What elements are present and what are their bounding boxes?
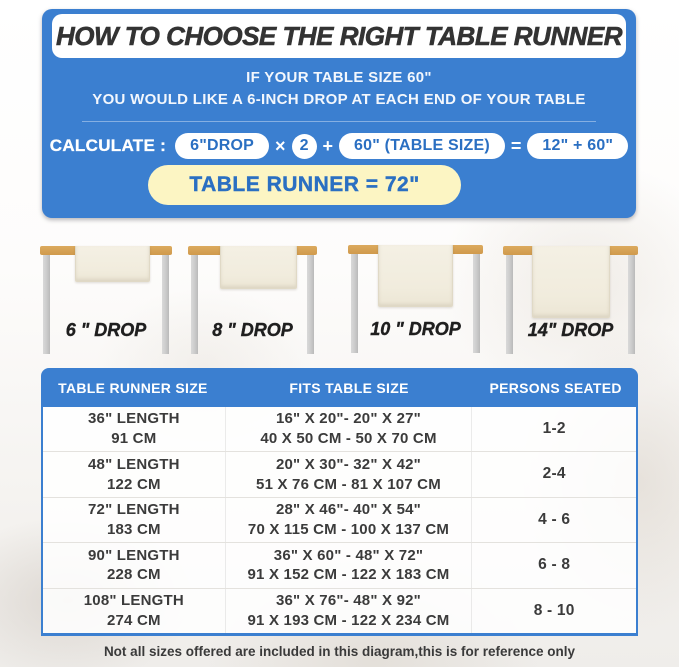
title-box: [52, 14, 626, 58]
column-header-runner-size: TABLE RUNNER SIZE: [58, 379, 208, 396]
cell-persons: 1-2: [542, 419, 566, 437]
intro-line-1: IF YOUR TABLE SIZE 60": [246, 69, 432, 86]
intro-line-2: YOU WOULD LIKE A 6-INCH DROP AT EACH END OF YOUR TABLE: [92, 91, 586, 108]
drop-label-6: 6 " DROP: [65, 320, 147, 340]
runner-result-text: TABLE RUNNER = 72": [189, 173, 420, 196]
table-row: [43, 452, 636, 497]
cell-fits-table: 20" X 30"- 32" X 42" 51 X 76 CM - 81 X 107 CM: [226, 452, 473, 496]
drop-label-8: 8 " DROP: [212, 320, 293, 340]
cell-persons: 8 - 10: [533, 601, 575, 619]
cell-runner-size: 72" LENGTH 183 CM: [43, 498, 226, 542]
calculation-row: [42, 131, 636, 161]
header-panel: [42, 9, 636, 218]
table-row: [43, 498, 636, 543]
cell-fits-table: 28" X 46"- 40" X 54" 70 X 115 CM - 100 X 137 CM: [226, 498, 473, 542]
runner-result-pill: [148, 165, 461, 205]
calculate-label: CALCULATE :: [49, 136, 167, 155]
table-header-row: [41, 368, 638, 407]
multiplier-badge: 2: [292, 134, 317, 159]
cell-persons: 2-4: [542, 465, 566, 483]
cell-fits-table: 16" X 20"- 20" X 27" 40 X 50 CM - 50 X 70 CM: [226, 407, 473, 451]
equals-operator: =: [510, 136, 522, 156]
drop-value-pill: 6"DROP: [175, 133, 269, 159]
table-runner-cloth: [532, 246, 610, 318]
multiply-operator: ×: [275, 136, 286, 156]
cell-persons: 6 - 8: [538, 556, 571, 574]
table-size-pill: 60" (TABLE SIZE): [339, 133, 505, 159]
cell-fits-table: 36" X 76"- 48" X 92" 91 X 193 CM - 122 X 234 CM: [226, 589, 473, 633]
panel-divider: [82, 121, 596, 122]
cell-persons: 4 - 6: [538, 510, 571, 528]
column-header-persons: PERSONS SEATED: [489, 379, 622, 396]
cell-runner-size: 36" LENGTH 91 CM: [43, 407, 226, 451]
disclaimer-note: Not all sizes offered are included in this diagram,this is for reference only: [103, 644, 576, 659]
cell-fits-table: 36" X 60" - 48" X 72" 91 X 152 CM - 122 X 183 CM: [226, 543, 473, 587]
size-chart-table: [41, 368, 638, 636]
table-runner-cloth: [75, 246, 150, 282]
cell-runner-size: 48" LENGTH 122 CM: [43, 452, 226, 496]
plus-operator: +: [322, 136, 334, 156]
table-figure-14-drop: [503, 246, 638, 366]
table-figure-10-drop: [348, 245, 483, 365]
table-runner-cloth: [220, 246, 297, 289]
table-figure-6-drop: [40, 246, 172, 366]
table-row: [43, 589, 636, 633]
cell-runner-size: 90" LENGTH 228 CM: [43, 543, 226, 587]
cell-runner-size: 108" LENGTH 274 CM: [43, 589, 226, 633]
drop-label-10: 10 " DROP: [370, 319, 461, 339]
table-body: [41, 407, 638, 636]
table-figure-8-drop: [188, 246, 317, 366]
table-runner-cloth: [378, 245, 453, 307]
table-row: [43, 543, 636, 588]
page-title: HOW TO CHOOSE THE RIGHT TABLE RUNNER: [55, 20, 623, 51]
sum-result-pill: 12" + 60": [527, 133, 628, 159]
column-header-fits-table: FITS TABLE SIZE: [289, 379, 409, 396]
table-row: [43, 407, 636, 452]
drop-label-14: 14" DROP: [527, 320, 614, 340]
